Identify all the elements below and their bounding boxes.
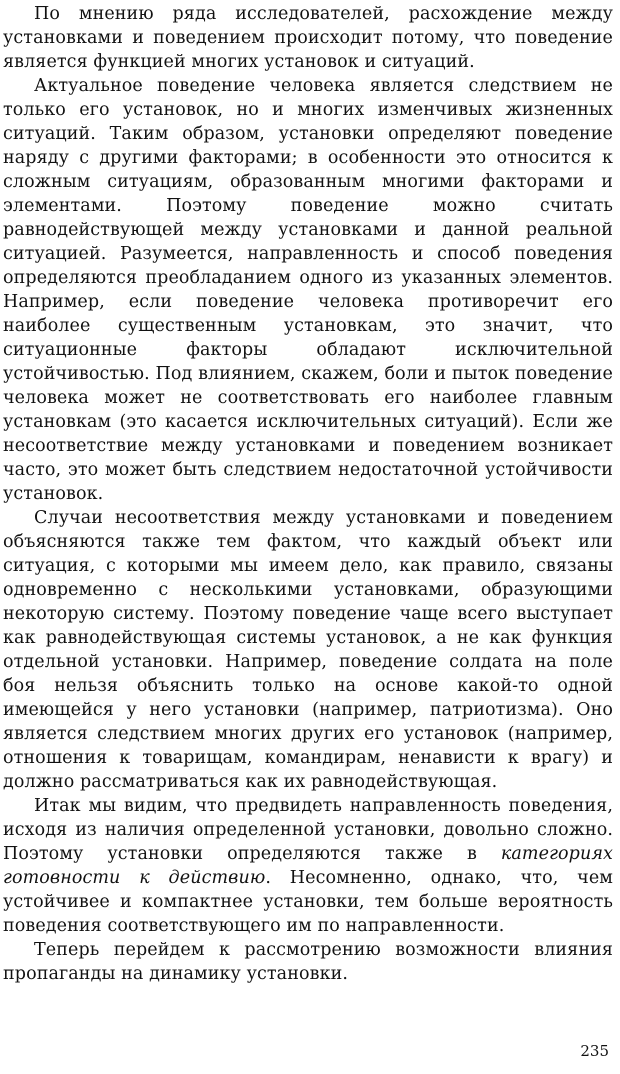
paragraph (3, 938, 613, 986)
italic-phrase: категориях готовности к действию (3, 844, 613, 888)
paragraph (3, 794, 613, 938)
text-run: Итак мы видим, что предвидеть направленность поведения, исходя из наличия определенной установки, довольно сложно. Поэтому установки определяются также в (3, 796, 613, 864)
text-run: По мнению ряда исследователей, расхождение между установками и поведением происходит потому, что поведение является функцией многих установок и ситуаций. (3, 4, 613, 72)
text-run: . Несомненно, однако, что, чем устойчивее и компактнее установки, тем больше вероятность поведения соответствующего им по направленности. (3, 868, 613, 936)
text-run: Актуальное поведение человека является следствием не только его установок, но и многих изменчивых жизненных ситуаций. Таким образом, установки определяют поведение наряду с другими факторами; в особенности это относится к сложным ситуациям, образованным многими факторами и элементами. Поэтому поведение можно считать равнодействующей между установками и данной реальной ситуацией. Разумеется, направленность и способ поведения определяются преобладанием одного из указанных элементов. Например, если поведение человека противоречит его наиболее существенным установкам, это значит, что ситуационные факторы обладают исключительной устойчивостью. Под влиянием, скажем, боли и пыток поведение человека может не соответствовать его наиболее главным установкам (это касается исключительных ситуаций). Если же несоответствие между установками и поведением возникает часто, это может быть следствием недостаточной устойчивости установок. (3, 76, 613, 504)
paragraph (3, 2, 613, 74)
paragraph (3, 506, 613, 794)
page-body-text (3, 2, 613, 986)
paragraph (3, 74, 613, 506)
text-run: Теперь перейдем к рассмотрению возможности влияния пропаганды на динамику установки. (3, 940, 613, 984)
text-run: Случаи несоответствия между установками и поведением объясняются также тем фактом, что каждый объект или ситуация, с которыми мы имеем дело, как правило, связаны одновременно с несколькими установками, образующими некоторую систему. Поэтому поведение чаще всего выступает как равнодействующая системы установок, а не как функция отдельной установки. Например, поведение солдата на поле боя нельзя объяснить только на основе какой-то одной имеющейся у него установки (например, патриотизма). Оно является следствием многих других его установок (например, отношения к товарищам, командирам, ненависти к врагу) и должно рассматриваться как их равнодействующая. (3, 508, 613, 792)
page-number: 235 (580, 1042, 609, 1060)
